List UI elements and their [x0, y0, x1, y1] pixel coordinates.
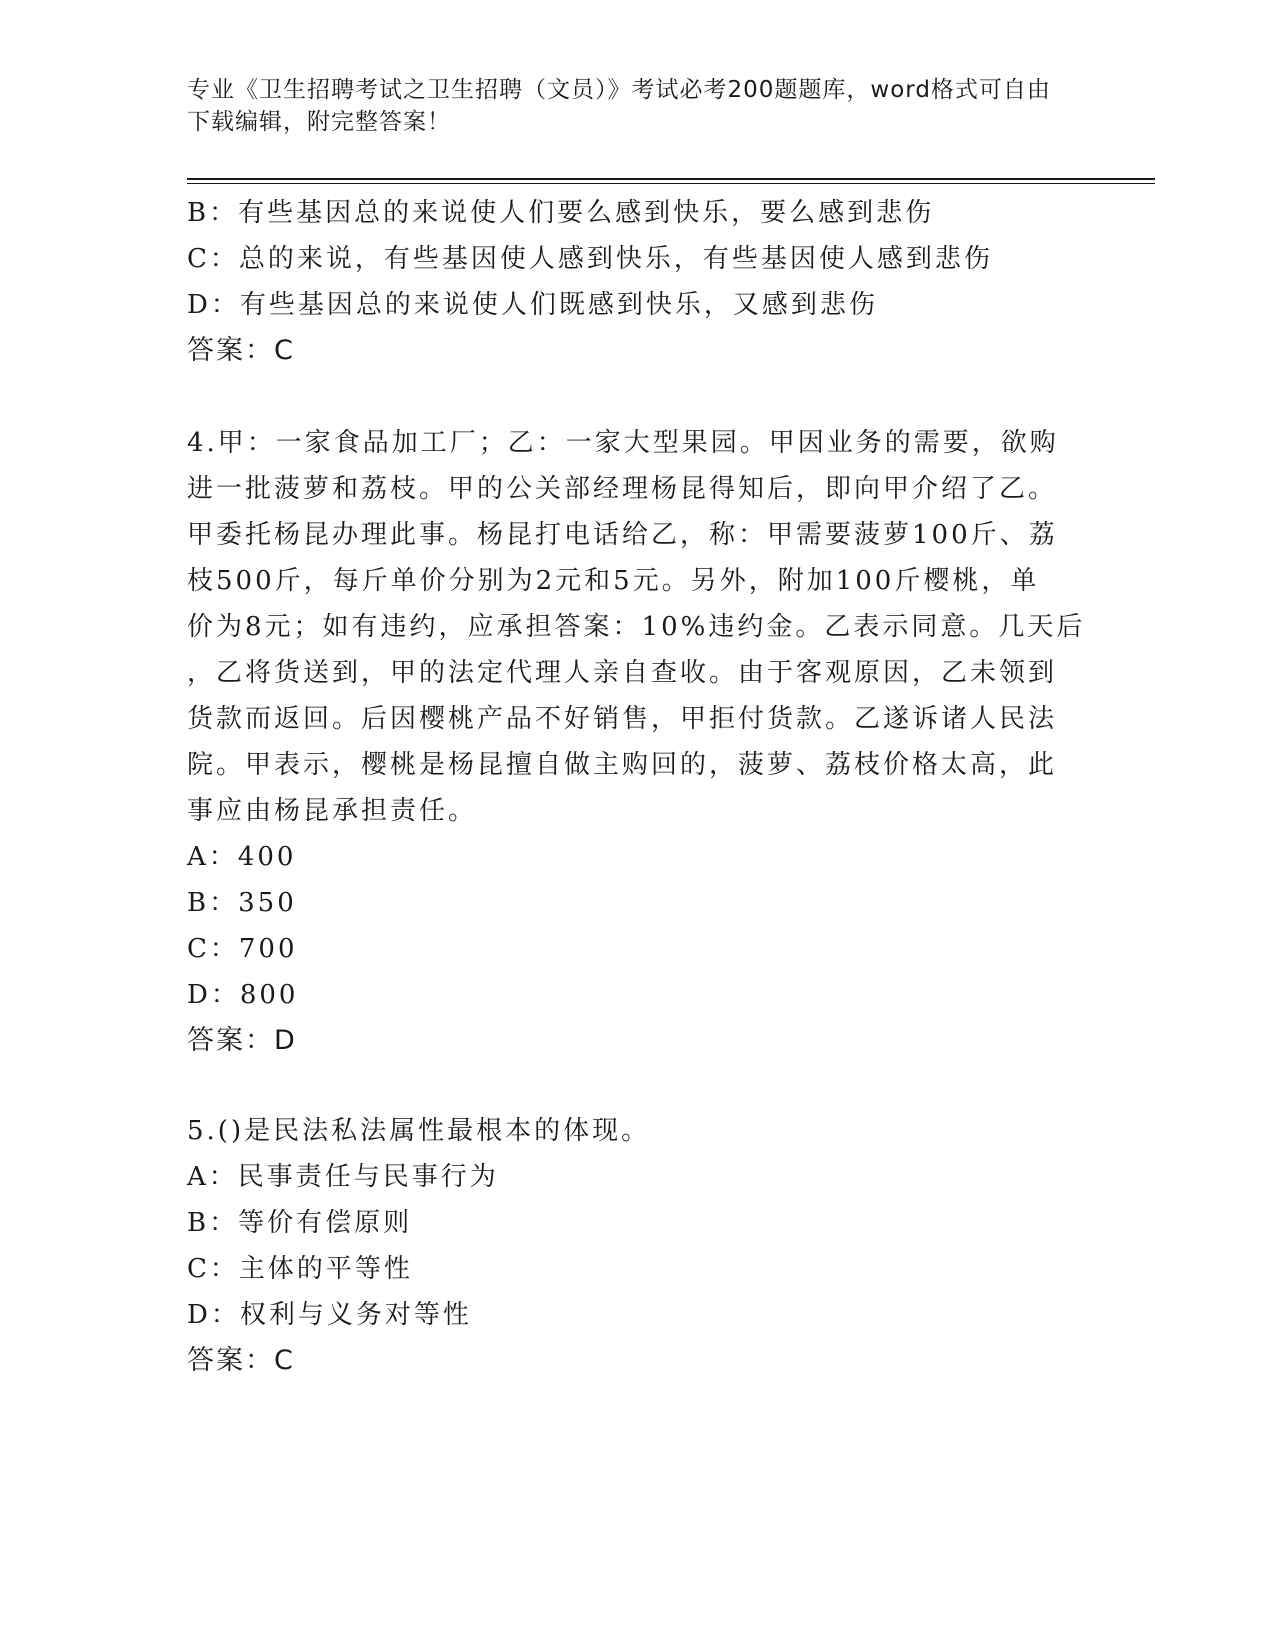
option-a: A：400 [187, 842, 297, 872]
question-text-line: 4.甲：一家食品加工厂；乙：一家大型果园。甲因业务的需要，欲购 [187, 428, 1059, 458]
document-body [187, 190, 1087, 1384]
option-d: D：权利与义务对等性 [187, 1300, 472, 1330]
spacer [187, 374, 1087, 420]
header-divider-thick [187, 178, 1155, 180]
question-text-line: 事应由杨昆承担责任。 [187, 796, 478, 826]
document-header: 专业《卫生招聘考试之卫生招聘（文员）》考试必考200题题库，word格式可自由下载编辑，附完整答案！ [187, 77, 1051, 135]
option-b: B：等价有偿原则 [187, 1208, 413, 1238]
option-c: C：总的来说，有些基因使人感到快乐，有些基因使人感到悲伤 [187, 244, 993, 274]
spacer [187, 1064, 1087, 1108]
question-text-line: 甲委托杨昆办理此事。杨昆打电话给乙，称：甲需要菠萝100斤、荔 [187, 520, 1058, 550]
option-a: A：民事责任与民事行为 [187, 1162, 499, 1192]
question-text-line: ，乙将货送到，甲的法定代理人亲自查收。由于客观原因，乙未领到 [187, 658, 1058, 688]
question-text: 5.()是民法私法属性最根本的体现。 [187, 1116, 651, 1146]
option-c: C：主体的平等性 [187, 1254, 413, 1284]
question-5 [187, 1108, 1087, 1384]
option-c: C：700 [187, 934, 298, 964]
answer: 答案：D [187, 1025, 297, 1056]
question-text-line: 价为8元；如有违约，应承担答案：10%违约金。乙表示同意。几天后 [187, 612, 1086, 642]
answer: 答案：C [187, 1345, 295, 1376]
option-d: D：800 [187, 980, 299, 1010]
header-divider-thin [187, 183, 1155, 184]
option-d: D：有些基因总的来说使人们既感到快乐，又感到悲伤 [187, 290, 878, 320]
question-text-line: 货款而返回。后因樱桃产品不好销售，甲拒付货款。乙遂诉诸人民法 [187, 704, 1058, 734]
option-b: B：有些基因总的来说使人们要么感到快乐，要么感到悲伤 [187, 198, 935, 228]
question-3 [187, 190, 1087, 374]
question-text-line: 院。甲表示，樱桃是杨昆擅自做主购回的，菠萝、荔枝价格太高，此 [187, 750, 1058, 780]
option-b: B：350 [187, 888, 297, 918]
answer: 答案：C [187, 335, 295, 366]
question-text-line: 进一批菠萝和荔枝。甲的公关部经理杨昆得知后，即向甲介绍了乙。 [187, 474, 1058, 504]
question-4 [187, 420, 1087, 1064]
question-text-line: 枝500斤，每斤单价分别为2元和5元。另外，附加100斤樱桃，单 [187, 566, 1040, 596]
